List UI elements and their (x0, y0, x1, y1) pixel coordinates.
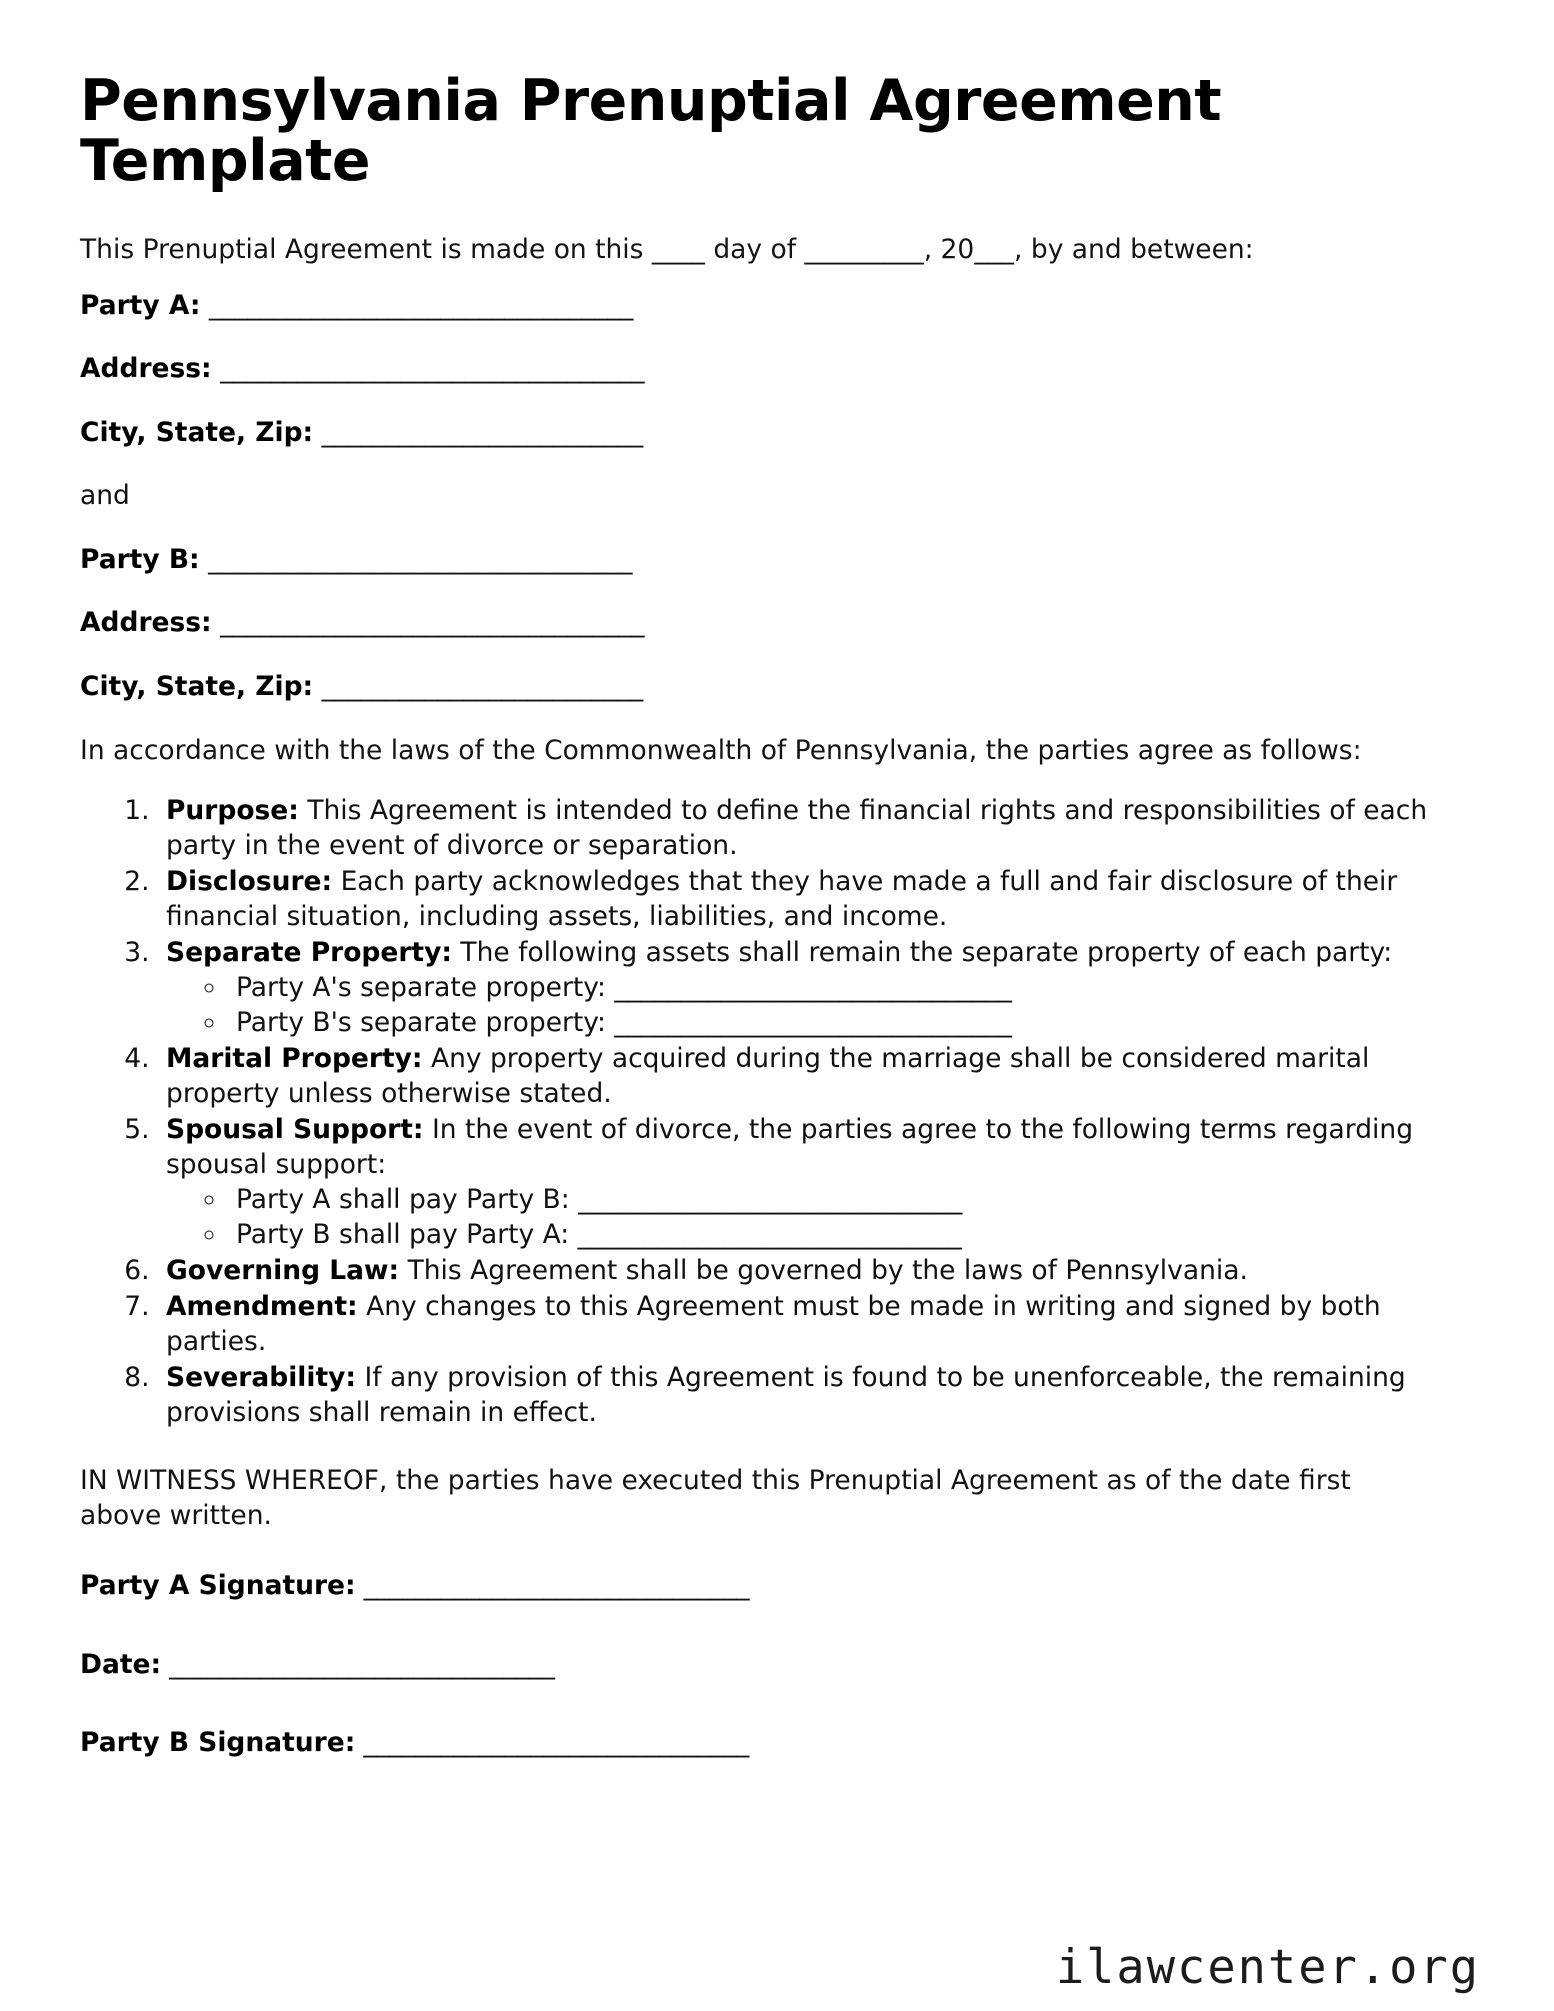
clause-term: Purpose: (166, 795, 299, 827)
and-connector: and (80, 480, 130, 512)
party-b-city-row (80, 670, 1458, 704)
clause-sub-item[interactable]: ◦ Party B shall pay Party A: _____________________________ (228, 1218, 1446, 1253)
party-a-name-blank[interactable]: _________________________________ (208, 289, 633, 321)
clause-item (158, 1042, 1446, 1112)
clause-text: Each party acknowledges that they have made a full and fair disclosure of their financial situation, including assets, liabilities, and income. (166, 866, 1398, 933)
signature-row (80, 1569, 1458, 1603)
clause-text: The following assets shall remain the separate property of each party: (451, 937, 1393, 969)
clause-item (158, 936, 1446, 1041)
signature-block (80, 1569, 1458, 1760)
clause-sub-item[interactable]: ◦ Party A shall pay Party B: _____________________________ (228, 1183, 1446, 1218)
party-a-name-label: Party A: (80, 289, 201, 321)
clause-item (158, 865, 1446, 935)
party-b-address-row (80, 606, 1458, 640)
clause-sub-item[interactable]: ◦ Party A's separate property: ______________________________ (228, 971, 1446, 1006)
party-a-city-row (80, 416, 1458, 450)
party-b-address-label: Address: (80, 607, 212, 639)
clause-text: This Agreement shall be governed by the laws of Pennsylvania. (399, 1254, 1248, 1286)
clause-text: This Agreement is intended to define the financial rights and responsibilities of each party in the event of divorce or separation. (166, 795, 1428, 862)
signature-label: Date: (80, 1648, 162, 1680)
signature-label: Party B Signature: (80, 1727, 356, 1758)
clause-term: Severability: (166, 1361, 357, 1393)
clause-term: Disclosure: (166, 866, 333, 898)
signature-blank[interactable]: ______________________________ (355, 1727, 749, 1758)
clause-sub-item[interactable]: ◦ Party B's separate property: ______________________________ (228, 1006, 1446, 1041)
party-a-address-blank[interactable]: _________________________________ (220, 353, 645, 385)
party-a-name-row (80, 289, 1458, 323)
party-b-city-label: City, State, Zip: (80, 670, 314, 702)
clause-term: Governing Law: (166, 1254, 400, 1286)
site-watermark: ilawcenter.org (1055, 1940, 1480, 1995)
signature-row (80, 1726, 1458, 1760)
clause-term: Marital Property: (166, 1043, 423, 1074)
clause-text: Any changes to this Agreement must be made in writing and signed by both parties. (166, 1290, 1381, 1357)
accordance-paragraph: In accordance with the laws of the Commonwealth of Pennsylvania, the parties agree as follows: (80, 734, 1362, 766)
clause-term: Spousal Support: (166, 1113, 424, 1145)
clause-sub-list (166, 1183, 1446, 1253)
intro-paragraph: This Prenuptial Agreement is made on this ____ day of _________, 20___, by and between: (80, 233, 1254, 265)
clause-item (158, 1113, 1446, 1253)
signature-blank[interactable]: ______________________________ (161, 1648, 555, 1680)
party-a-address-row (80, 352, 1458, 386)
clause-item (158, 1361, 1446, 1431)
party-a-city-blank[interactable]: _________________________ (321, 416, 643, 448)
party-b-name-row (80, 543, 1458, 577)
clause-item (158, 794, 1446, 864)
clause-item (158, 1254, 1446, 1289)
party-b-city-blank[interactable]: _________________________ (321, 670, 643, 702)
party-b-name-blank[interactable]: _________________________________ (208, 543, 633, 575)
clause-text: In the event of divorce, the parties agree to the following terms regarding spousal support: (166, 1113, 1414, 1180)
page-title: Pennsylvania Prenuptial Agreement Template (80, 68, 1222, 194)
clause-list (80, 794, 1458, 1430)
party-b-address-blank[interactable]: _________________________________ (220, 607, 645, 639)
party-a-address-label: Address: (80, 353, 212, 385)
signature-row (80, 1648, 1458, 1682)
clause-text: Any property acquired during the marriage shall be considered marital property unless otherwise stated. (166, 1043, 1370, 1109)
clause-item (158, 1290, 1446, 1360)
clause-sub-list (166, 971, 1446, 1041)
clause-term: Amendment: (166, 1290, 358, 1322)
party-a-city-label: City, State, Zip: (80, 416, 314, 448)
witness-paragraph: IN WITNESS WHEREOF, the parties have executed this Prenuptial Agreement as of the date first above written. (80, 1464, 1351, 1531)
signature-blank[interactable]: ______________________________ (355, 1570, 750, 1602)
signature-label: Party A Signature: (80, 1570, 356, 1602)
clause-text: If any provision of this Agreement is found to be unenforceable, the remaining provisions shall remain in effect. (166, 1361, 1406, 1428)
party-b-name-label: Party B: (80, 543, 200, 575)
clause-term: Separate Property: (166, 937, 452, 969)
